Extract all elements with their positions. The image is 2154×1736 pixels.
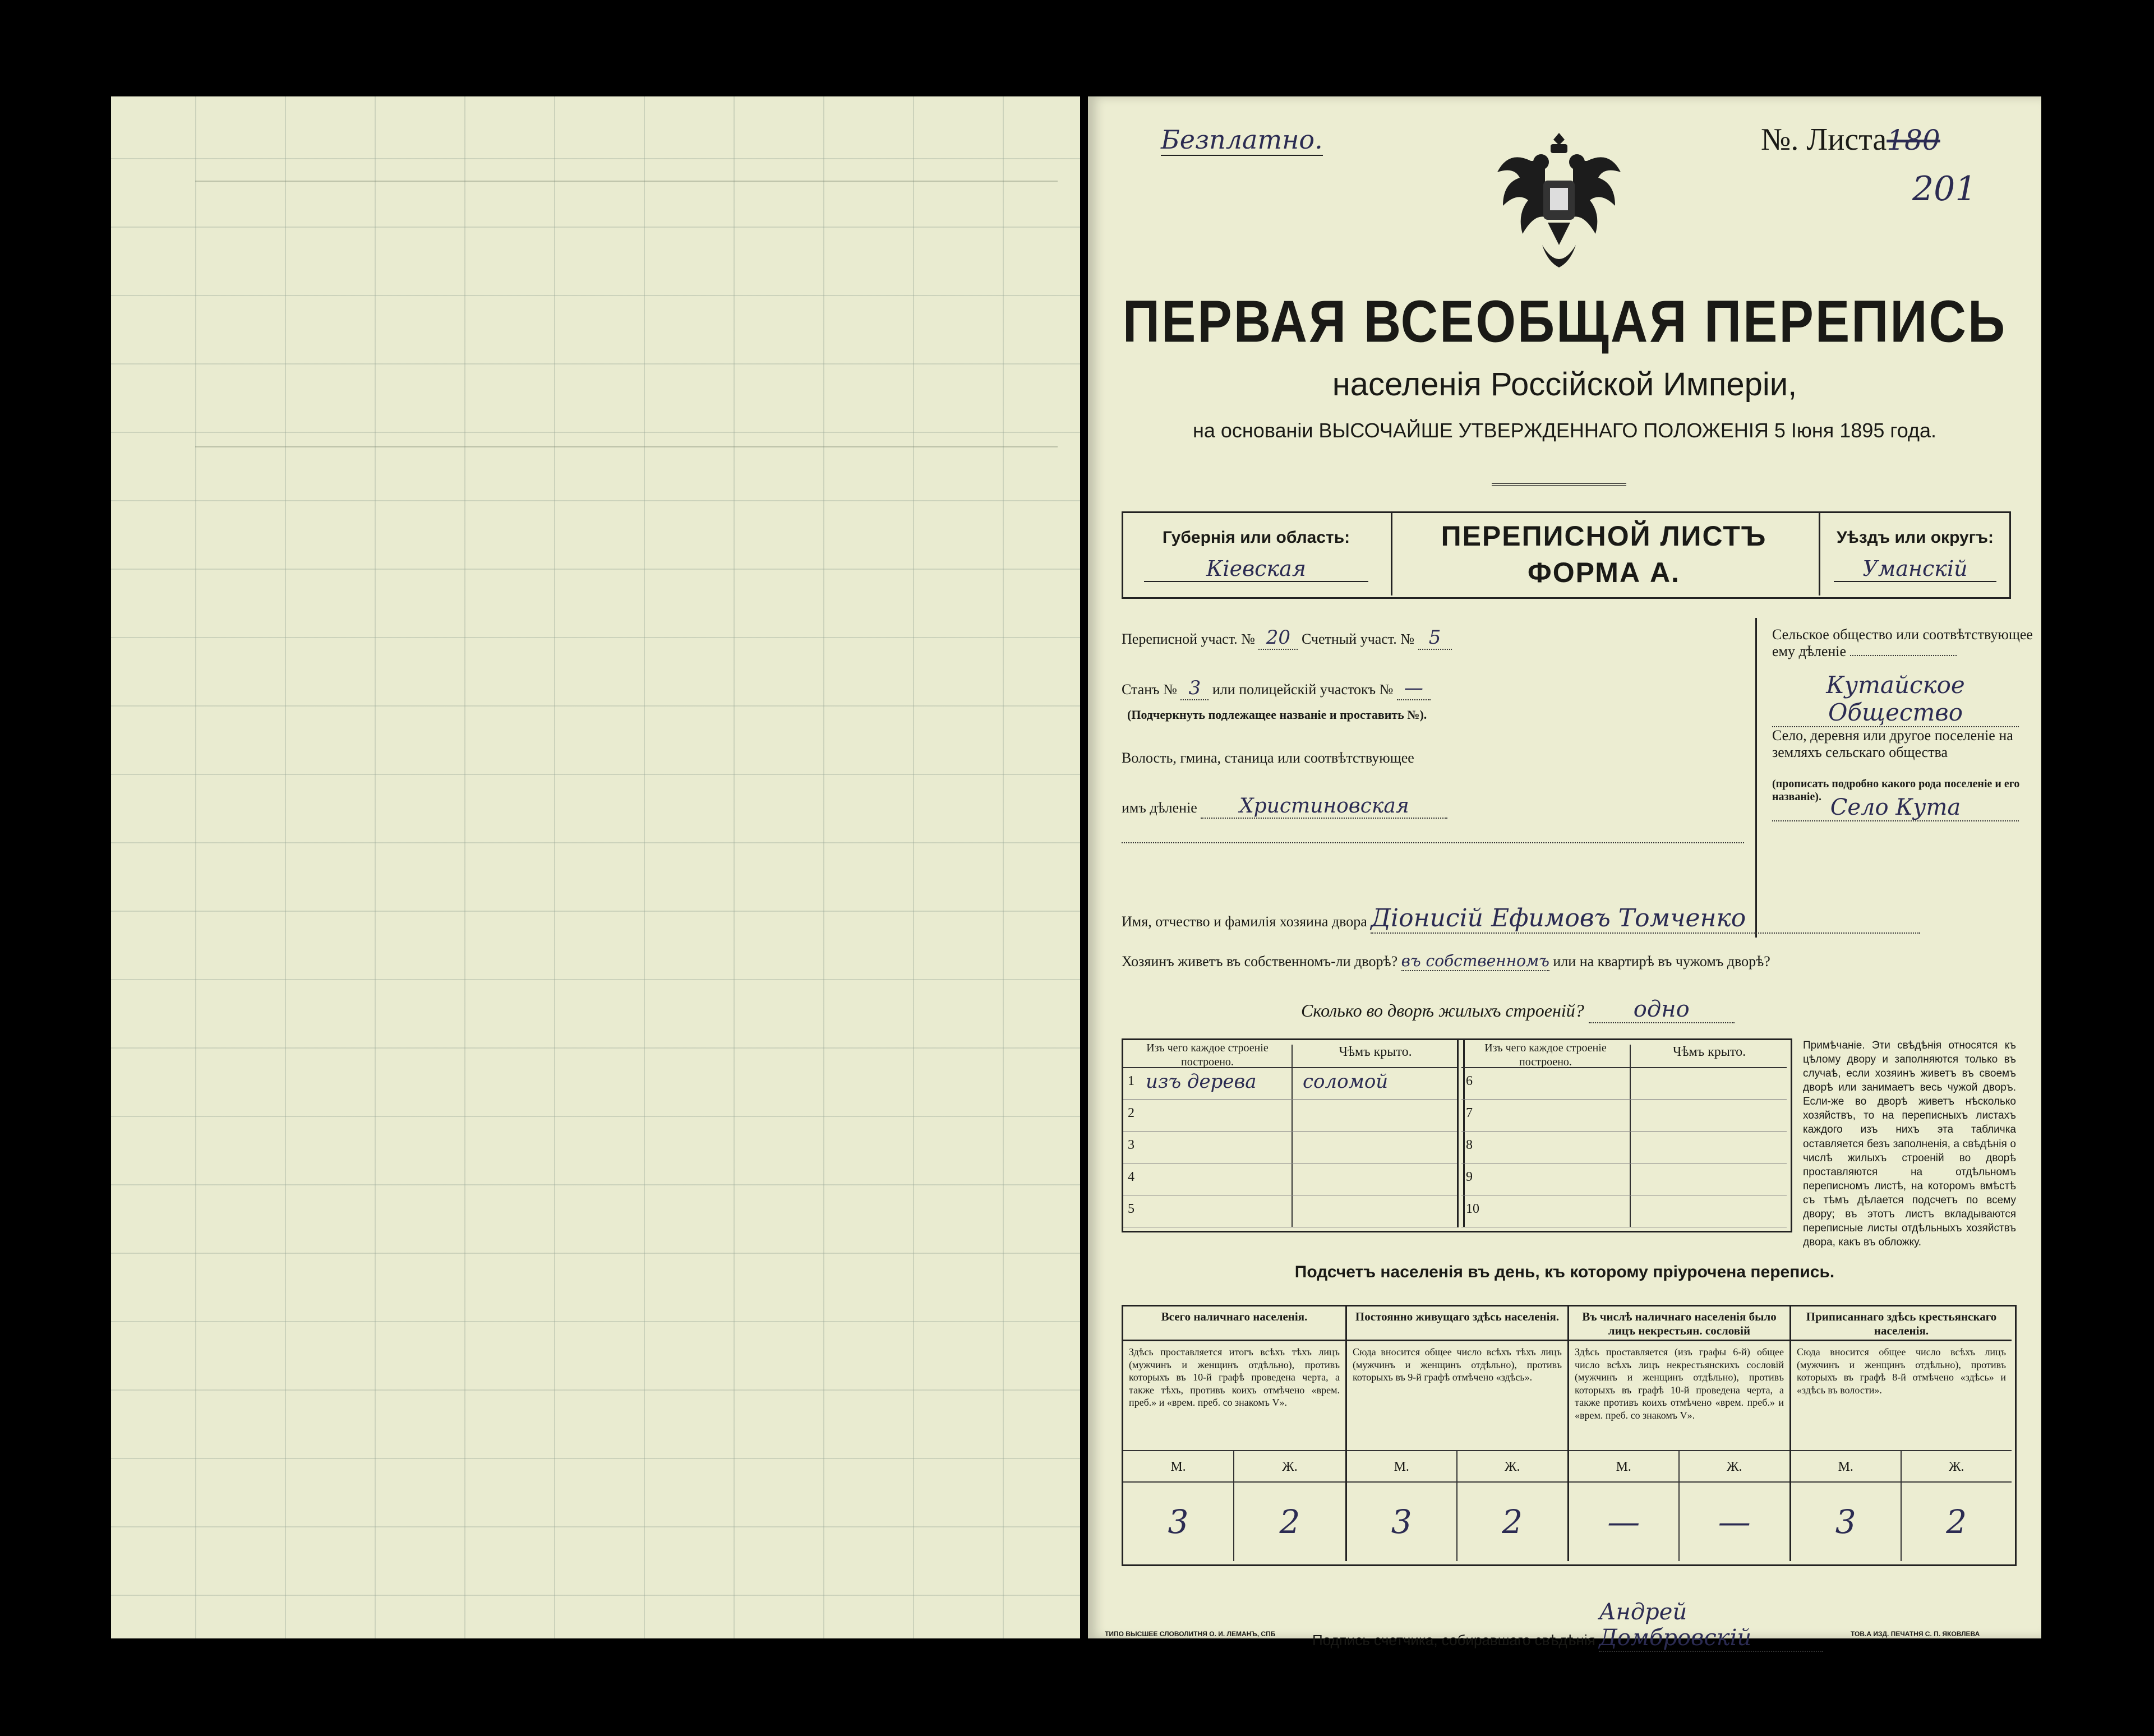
building-row [1461,1099,1787,1132]
police-value: — [1397,677,1431,700]
building-roof: соломой [1303,1070,1389,1093]
building-row [1461,1131,1787,1164]
main-title: ПЕРВАЯ ВСЕОБЩАЯ ПЕРЕПИСЬ [1122,289,2007,355]
signature-line [1312,1599,2013,1652]
owner-value: Діонисій Ефимовъ Томченко [1371,904,1920,934]
count-m-label: М. [1347,1451,1457,1483]
village-note: (прописать подробно какого рода поселеніе и его названіе). [1772,778,2020,803]
stan-value: 3 [1180,677,1209,700]
gubernia-value: Кіевская [1144,556,1368,582]
volost-label-2: имъ дѣленіе [1122,800,1197,816]
society-line [1772,626,2041,660]
count-column [1345,1306,1567,1561]
count-m-value: 3 [1791,1483,1902,1561]
signature-label: Подпись счетчика, собиравшаго свѣдѣнія [1312,1632,1595,1649]
building-row-number: 8 [1466,1138,1473,1152]
count-column-desc: Сюда вносится общее число всѣхъ лицъ (мужчинъ и женщинъ отдѣльно), противъ которыхъ въ графѣ 8-й отмѣчено «здѣсь» и «здѣсь въ волости». [1791,1341,2012,1451]
census-form-page [1088,96,2041,1651]
volost-extra-line [1122,842,1744,843]
count-heading: Подсчетъ населенія въ день, къ которому пріурочена перепись. [1294,1263,1835,1281]
gubernia-label: Губернія или область: [1162,528,1350,547]
stan-note: (Подчеркнуть подлежащее названіе и проставить №). [1127,708,1427,722]
count-f-label: Ж. [1457,1451,1568,1483]
count-column-desc: Здѣсь проставляется итогъ всѣхъ тѣхъ лицъ (мужчинъ и женщинъ отдѣльно), противъ которыхъ въ 10-й графѣ проведена черта, а также тѣхъ, противъ коихъ отмѣчено «врем. преб.» и «врем. преб. со знакомъ V». [1123,1341,1345,1451]
count-m-value: 3 [1123,1483,1234,1561]
building-row-number: 6 [1466,1074,1473,1088]
free-label: Безплатно. [1161,124,1323,155]
left-page [111,96,1080,1638]
count-column-title: Всего наличнаго населенія. [1123,1306,1345,1341]
count-f-label: Ж. [1680,1451,1790,1483]
sheet-number-old: 180 [1887,124,1940,156]
police-label: или полицейскій участокъ № [1212,681,1394,698]
count-f-label: Ж. [1234,1451,1345,1483]
form-title-2: ФОРМА А. [1528,557,1680,588]
lives-value: въ собственномъ [1401,952,1549,970]
count-m-label: М. [1123,1451,1234,1483]
building-row-number: 1 [1128,1074,1134,1088]
census-district-value: 20 [1258,626,1298,650]
buildings-line [1301,996,1735,1023]
building-row-number: 3 [1128,1138,1134,1152]
building-row [1123,1067,1457,1100]
count-district-label: Счетный участ. № [1301,631,1415,647]
count-district-value: 5 [1418,626,1452,650]
count-f-value: 2 [1946,1503,1967,1541]
lives-label-1: Хозяинъ живетъ въ собственномъ-ли дворѣ? [1122,953,1398,969]
count-column-desc: Здѣсь проставляется (изъ графы 6-й) общее число всѣхъ лицъ некрестьянскихъ сословій (мужчинъ и женщинъ отдѣльно), противъ которыхъ въ графѣ 10-й проведена черта, а также противъ коихъ отмѣчено «врем. преб.» и «врем. преб. со знакомъ V». [1569,1341,1789,1451]
sheet-number-new: 201 [1912,169,1977,209]
volost-label: Волость, гмина, станица или соотвѣтствующее [1122,750,1414,766]
bleed-through-header [195,181,1058,447]
uezd-label: Уѣздъ или округъ: [1836,528,1994,547]
building-material: изъ дерева [1146,1070,1257,1093]
ornament-divider [1492,483,1626,486]
village-value: Село Кута [1772,795,2019,821]
lives-line [1122,952,2019,971]
census-district-label: Переписной участ. № [1122,631,1255,647]
buildings-table [1122,1038,1792,1232]
sheet-number [1761,122,1940,158]
count-f-value: 2 [1279,1503,1300,1541]
building-row [1123,1195,1457,1227]
building-row [1123,1099,1457,1132]
double-headed-eagle-icon [1492,127,1626,279]
building-row-number: 10 [1466,1202,1479,1216]
count-column [1123,1306,1345,1561]
right-imprint: ТОВ.А ИЗД. ПЕЧАТНЯ С. П. ЯКОВЛЕВА [1851,1630,1980,1638]
building-row [1123,1163,1457,1195]
village-label: Село, деревня или другое поселеніе на земляхъ сельскаго общества [1772,727,2013,760]
left-imprint: ТИПО ВЫСШЕЕ СЛОВОЛИТНЯ О. И. ЛЕМАНЪ, СПБ [1105,1630,1276,1638]
count-column-title: Приписаннаго здѣсь крестьянскаго населенія. [1791,1306,2012,1341]
basis-line: на основаніи ВЫСОЧАЙШЕ УТВЕРЖДЕННАГО ПОЛОЖЕНІЯ 5 Іюня 1895 года. [1192,419,1936,442]
col-roof-left: Чѣмъ крыто. [1292,1045,1458,1067]
building-row-number: 5 [1128,1202,1134,1216]
stan-line [1122,677,1431,700]
count-m-value: — [1569,1483,1680,1561]
count-column-title: Въ числѣ наличнаго населенія было лицъ некрестьян. сословій [1569,1306,1789,1341]
stan-label: Станъ № [1122,681,1177,698]
col-material-left: Изъ чего каждое строеніе построено. [1146,1042,1269,1068]
buildings-label: Сколько во дворѣ жилыхъ строеній? [1301,1000,1584,1021]
count-f-value: — [1718,1503,1751,1541]
signature-value: Андрей Домбровскій [1599,1599,1823,1652]
building-row-number: 9 [1466,1170,1473,1184]
sub-title: населенія Россійской Имперіи, [1332,366,1797,403]
census-district-line [1122,626,1452,650]
building-row [1461,1195,1787,1227]
society-value: Кутайское Общество [1772,671,2019,727]
count-table [1122,1305,2017,1566]
owner-line [1122,904,2019,934]
volost-line [1122,795,1447,819]
col-roof-right: Чѣмъ крыто. [1630,1045,1788,1067]
count-column [1789,1306,2012,1561]
count-f-value: 2 [1502,1503,1523,1541]
owner-label: Имя, отчество и фамилія хозяина двора [1122,913,1367,930]
col-material-right: Изъ чего каждое строеніе построено. [1484,1042,1607,1068]
volost-value: Христиновская [1201,795,1447,819]
building-row-number: 7 [1466,1106,1473,1120]
count-f-label: Ж. [1902,1451,2012,1483]
count-column [1567,1306,1789,1561]
count-m-label: М. [1569,1451,1680,1483]
count-m-label: М. [1791,1451,1902,1483]
building-row-number: 4 [1128,1170,1134,1184]
buildings-note: Примѣчаніе. Эти свѣдѣнія относятся къ цѣлому двору и заполняются только въ случаѣ, если хозяинъ живетъ въ своемъ дворѣ или занимаетъ весь чужой дворъ. Если-же во дворѣ живетъ нѣсколько хозяйствъ, то на переписныхъ листахъ каждого изъ нихъ эта табличка оставляется безъ заполненія, а свѣдѣнія о числѣ жилыхъ строеній во дворѣ проставляются на отдѣльномъ переписномъ листѣ, на которомъ вмѣстѣ съ тѣмъ дѣлается подсчетъ по всему двору; въ этотъ листъ вкладываются переписные листы отдѣльныхъ хозяйствъ двора, какъ въ обложку. [1803,1040,2016,1249]
count-m-value: 3 [1347,1483,1457,1561]
society-label: Сельское общество или соотвѣтствующее ему дѣленіе [1772,626,2033,659]
sheet-number-label: №. Листа [1761,122,1887,157]
buildings-value: одно [1589,996,1735,1023]
building-row [1461,1163,1787,1195]
fields-divider [1755,618,1757,938]
building-row [1461,1067,1787,1100]
lives-label-2: или на квартирѣ въ чужомъ дворѣ? [1553,953,1770,969]
count-column-desc: Сюда вносится общее число всѣхъ тѣхъ лицъ (мужчинъ и женщинъ отдѣльно), противъ которыхъ въ 9-й графѣ отмѣчено «здѣсь». [1347,1341,1567,1451]
building-row-number: 2 [1128,1106,1134,1120]
count-column-title: Постоянно живущаго здѣсь населенія. [1347,1306,1567,1341]
building-row [1123,1131,1457,1164]
uezd-value: Уманскій [1834,556,1996,582]
form-title-1: ПЕРЕПИСНОЙ ЛИСТЪ [1441,520,1767,552]
